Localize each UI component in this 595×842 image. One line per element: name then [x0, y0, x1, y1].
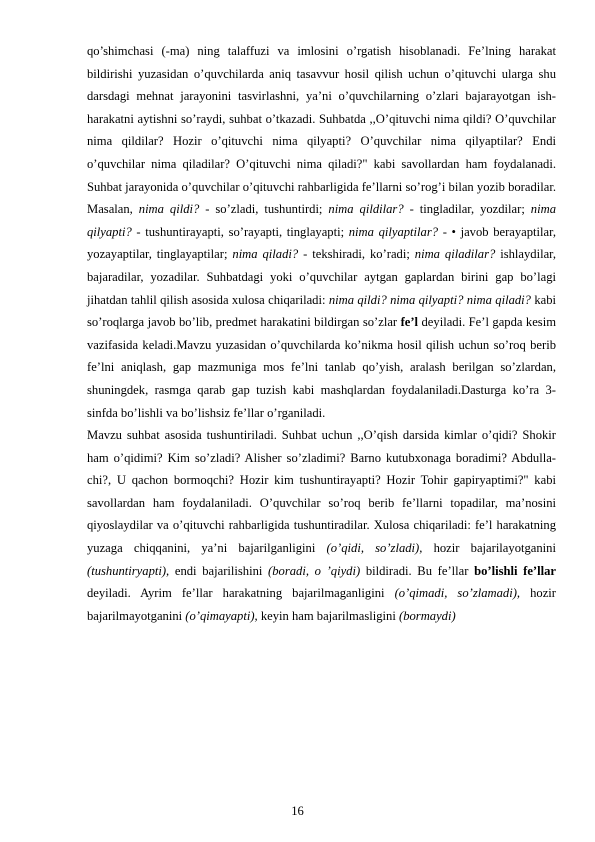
text-segment: nima qilyapti?	[87, 202, 556, 239]
text-segment: Mavzu suhbat asosida tushuntiriladi. Suhbat uchun ,,O’qish darsida kimlar o’qidi? Shokir ham o’qidimi? Kim so’zladi? Alisher so’zladimi? Barno kutubxonaga boradimi? Abdulla-chi?, U qachon bormoqchi? Hozir kim tushuntirayapti? Hozir Tohir gapiryaptimi?" kabi savollardan ham foydalaniladi. O’quvchilar so’roq berib fe’llarni topadilar, ma’nosini qiyoslaydilar va o’qituvchi rahbarligida tushuntiradilar. Xulosa chiqariladi: fe’l harakatning yuzaga chiqqanini, ya’ni bajarilganligini	[87, 428, 556, 556]
text-segment: hozir bajarilmayotganini	[87, 586, 556, 623]
text-segment: (o’qimayapti),	[185, 608, 258, 623]
text-segment: nima qildilar?	[328, 202, 404, 217]
paragraph-1	[87, 40, 556, 424]
text-segment: bo’lishli fe’llar	[474, 563, 557, 578]
text-segment: (tushuntiryapti),	[87, 563, 170, 578]
text-segment: (o’qidi, so’zladi),	[326, 541, 423, 556]
text-segment: endi bajarilishini	[169, 563, 269, 578]
text-segment: nima qiladi?	[232, 247, 299, 262]
text-segment: nima qildi?	[138, 202, 200, 217]
text-segment: - • javob berayaptilar, yozayaptilar, tinglayaptilar;	[87, 224, 556, 262]
text-segment: (boradi, o ’qiydi)	[268, 563, 361, 578]
text-segment: deyiladi. Ayrim fe’llar harakatning bajarilmaganligini	[87, 586, 395, 601]
page-body	[87, 40, 556, 627]
text-segment: - tekshiradi, ko’radi;	[298, 247, 415, 262]
text-segment: ishlaydilar, bajaradilar, yozadilar. Suhbatdagi yoki o’quvchilar aytgan gaplardan birini gap bo’lagi jihatdan tahlil qilish asosida xulosa chiqariladi:	[87, 247, 557, 307]
text-segment: nima qiladilar?	[414, 247, 496, 262]
text-segment: nima qilyaptilar?	[348, 224, 439, 239]
text-segment: nima qildi? nima qilyapti? nima qiladi?	[328, 292, 531, 307]
text-segment: fe’l	[400, 315, 419, 330]
text-segment: - tushuntirayapti, so’rayapti, tinglayapti;	[131, 224, 349, 239]
page-number: 16	[291, 804, 304, 818]
text-segment: (bormaydi)	[399, 608, 456, 623]
text-segment: bildiradi. Bu fe’llar	[360, 563, 475, 578]
text-segment: - so’zladi, tushuntirdi;	[199, 202, 329, 217]
text-segment: deyiladi. Fe’l gapda kesim vazifasida keladi.Mavzu yuzasidan o’quvchilarda ko’nikma hosil qilish uchun so’roq berib fe’lni aniqlash, gap mazmuniga mos fe’lni tanlab qo’yish, aralash berilgan so’zlardan, shuningdek, rasmga qarab gap tuzish kabi mashqlardan foydalaniladi.Dasturga ko’ra 3-sinfda bo’lishli va bo’lishsiz fe’llar o’rganiladi.	[87, 315, 556, 420]
text-segment: kabi so’roqlarga javob bo’lib, predmet harakatini bildirgan so’zlar	[87, 292, 556, 330]
text-segment: (o’qimadi, so’zlamadi),	[394, 586, 521, 601]
paragraph-2	[87, 424, 556, 627]
text-segment: keyin ham bajarilmasligini	[257, 608, 399, 623]
text-segment: hozir bajarilayotganini	[422, 541, 556, 556]
text-segment: - tingladilar, yozdilar;	[403, 202, 531, 217]
text-segment: qo’shimchasi (-ma) ning talaffuzi va imlosini o’rgatish hisoblanadi. Fe’lning harakat bildirishi yuzasidan o’quvchilarda aniq tasavvur hosil qilish uchun o’qituvchi ularga shu darsdagi mehnat jarayonini tasvirlashni, ya’ni o’quvchilarning o’zlari bajarayotgan ish-harakatni aytishni so’raydi, suhbat o’tkazadi. Suhbatda ,,O’qituvchi nima qildi? O’quvchilar nima qildilar? Hozir o’qituvchi nima qilyapti? O’quvchilar nima qilyaptilar? Endi o’quvchilar nima qiladilar? O’qituvchi nima qiladi?" kabi savollardan ham foydalanadi. Suhbat jarayonida o’quvchilar o’qituvchi rahbarligida fe’llarni so’rog’i bilan yozib boradilar. Masalan,	[87, 44, 556, 217]
